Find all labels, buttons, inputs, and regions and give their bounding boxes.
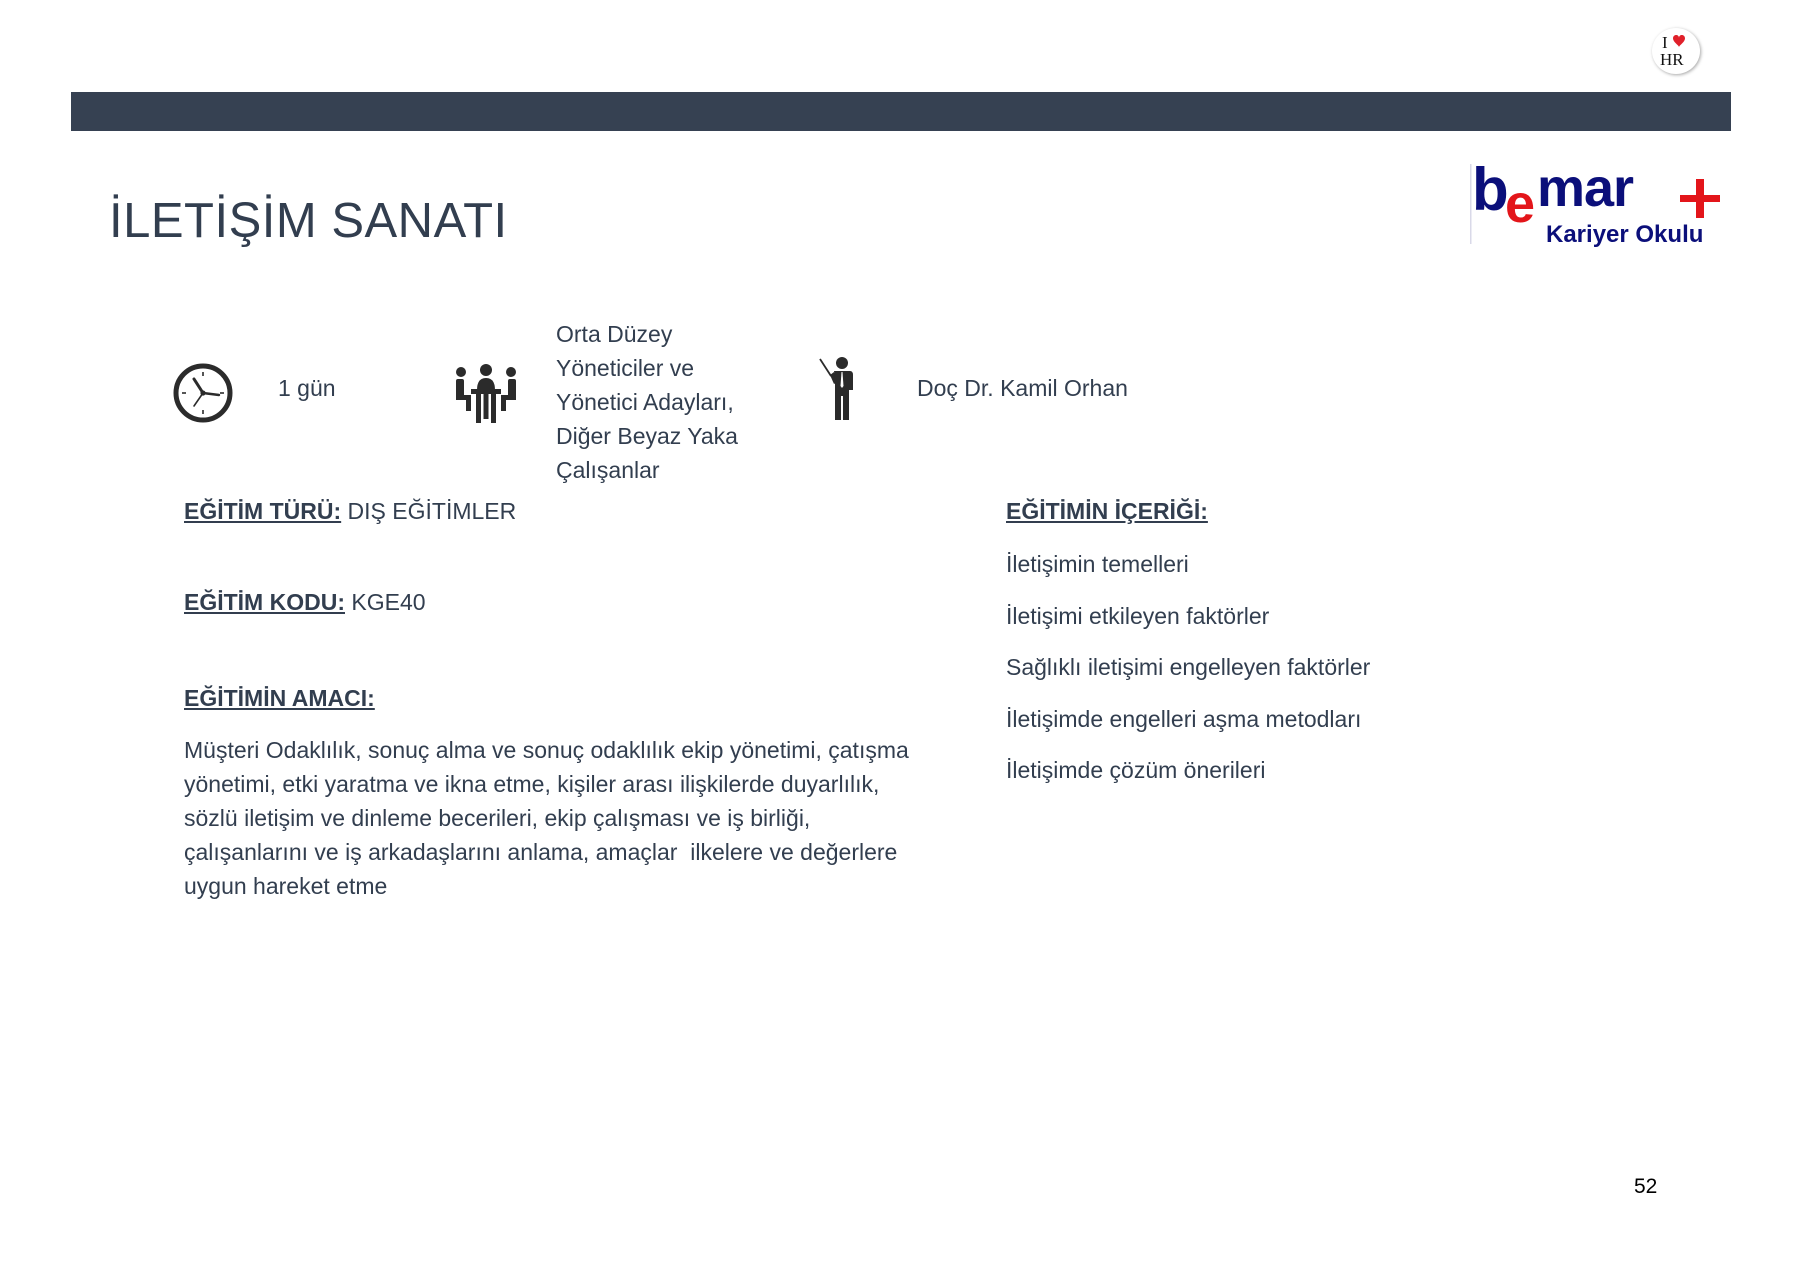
page-title: İLETİŞİM SANATI — [109, 194, 508, 248]
audience-line: Çalışanlar — [556, 457, 660, 483]
logo-subtitle: Kariyer Okulu — [1546, 221, 1704, 248]
meeting-group-icon — [454, 362, 518, 424]
training-purpose-heading — [184, 681, 375, 715]
header-band — [71, 92, 1731, 131]
training-type — [184, 494, 516, 528]
content-item: İletişimde engelleri aşma metodları — [1006, 705, 1362, 732]
trainer-presenter-icon — [818, 356, 858, 420]
instructor-name: Doç Dr. Kamil Orhan — [917, 375, 1128, 401]
training-purpose-text — [184, 733, 944, 903]
purpose-line: yönetimi, etki yaratma ve ikna etme, kişiler arası ilişkilerde duyarlılık, — [184, 771, 880, 797]
training-code-label: EĞİTİM KODU: — [184, 589, 345, 615]
svg-text:b: b — [1472, 160, 1509, 223]
training-code-value: KGE40 — [345, 589, 426, 615]
purpose-line: Müşteri Odaklılık, sonuç alma ve sonuç odaklılık ekip yönetimi, çatışma — [184, 737, 909, 763]
content-item: Sağlıklı iletişimi engelleyen faktörler — [1006, 654, 1371, 680]
duration-text: 1 gün — [278, 375, 336, 401]
training-code — [184, 585, 426, 619]
training-content-heading — [1006, 494, 1208, 528]
audience-line: Orta Düzey — [556, 321, 673, 347]
purpose-line: uygun hareket etme — [184, 873, 388, 899]
badge-letter-i: I — [1662, 33, 1668, 52]
bemar-kariyer-okulu-logo — [1468, 160, 1736, 252]
training-type-label: EĞİTİM TÜRÜ: — [184, 498, 342, 524]
purpose-line: sözlü iletişim ve dinleme becerileri, ekip çalışması ve iş birliği, — [184, 805, 811, 831]
audience-line: Diğer Beyaz Yaka — [556, 423, 738, 449]
audience-line: Yönetici Adayları, — [556, 389, 734, 415]
purpose-line: çalışanlarını ve iş arkadaşlarını anlama, amaçlar ilkelere ve değerlere — [184, 839, 898, 865]
content-item: İletişimin temelleri — [1006, 551, 1189, 577]
badge-letters-hr: HR — [1660, 50, 1684, 69]
training-purpose-label: EĞİTİMİN AMACI: — [184, 685, 375, 711]
svg-text:mar: mar — [1537, 160, 1634, 218]
content-item: İletişimde çözüm önerileri — [1006, 757, 1266, 783]
training-content-list — [1006, 547, 1370, 805]
i-love-hr-badge — [1652, 28, 1700, 74]
svg-text:e: e — [1505, 174, 1536, 234]
clock-icon — [172, 362, 234, 424]
training-type-value: DIŞ EĞİTİMLER — [341, 498, 517, 524]
content-item: İletişimi etkileyen faktörler — [1006, 602, 1270, 629]
target-audience — [556, 317, 738, 487]
training-content-label: EĞİTİMİN İÇERİĞİ: — [1006, 498, 1208, 524]
audience-line: Yöneticiler ve — [556, 355, 695, 381]
heart-icon — [1673, 35, 1685, 47]
page-number: 52 — [1634, 1175, 1658, 1198]
